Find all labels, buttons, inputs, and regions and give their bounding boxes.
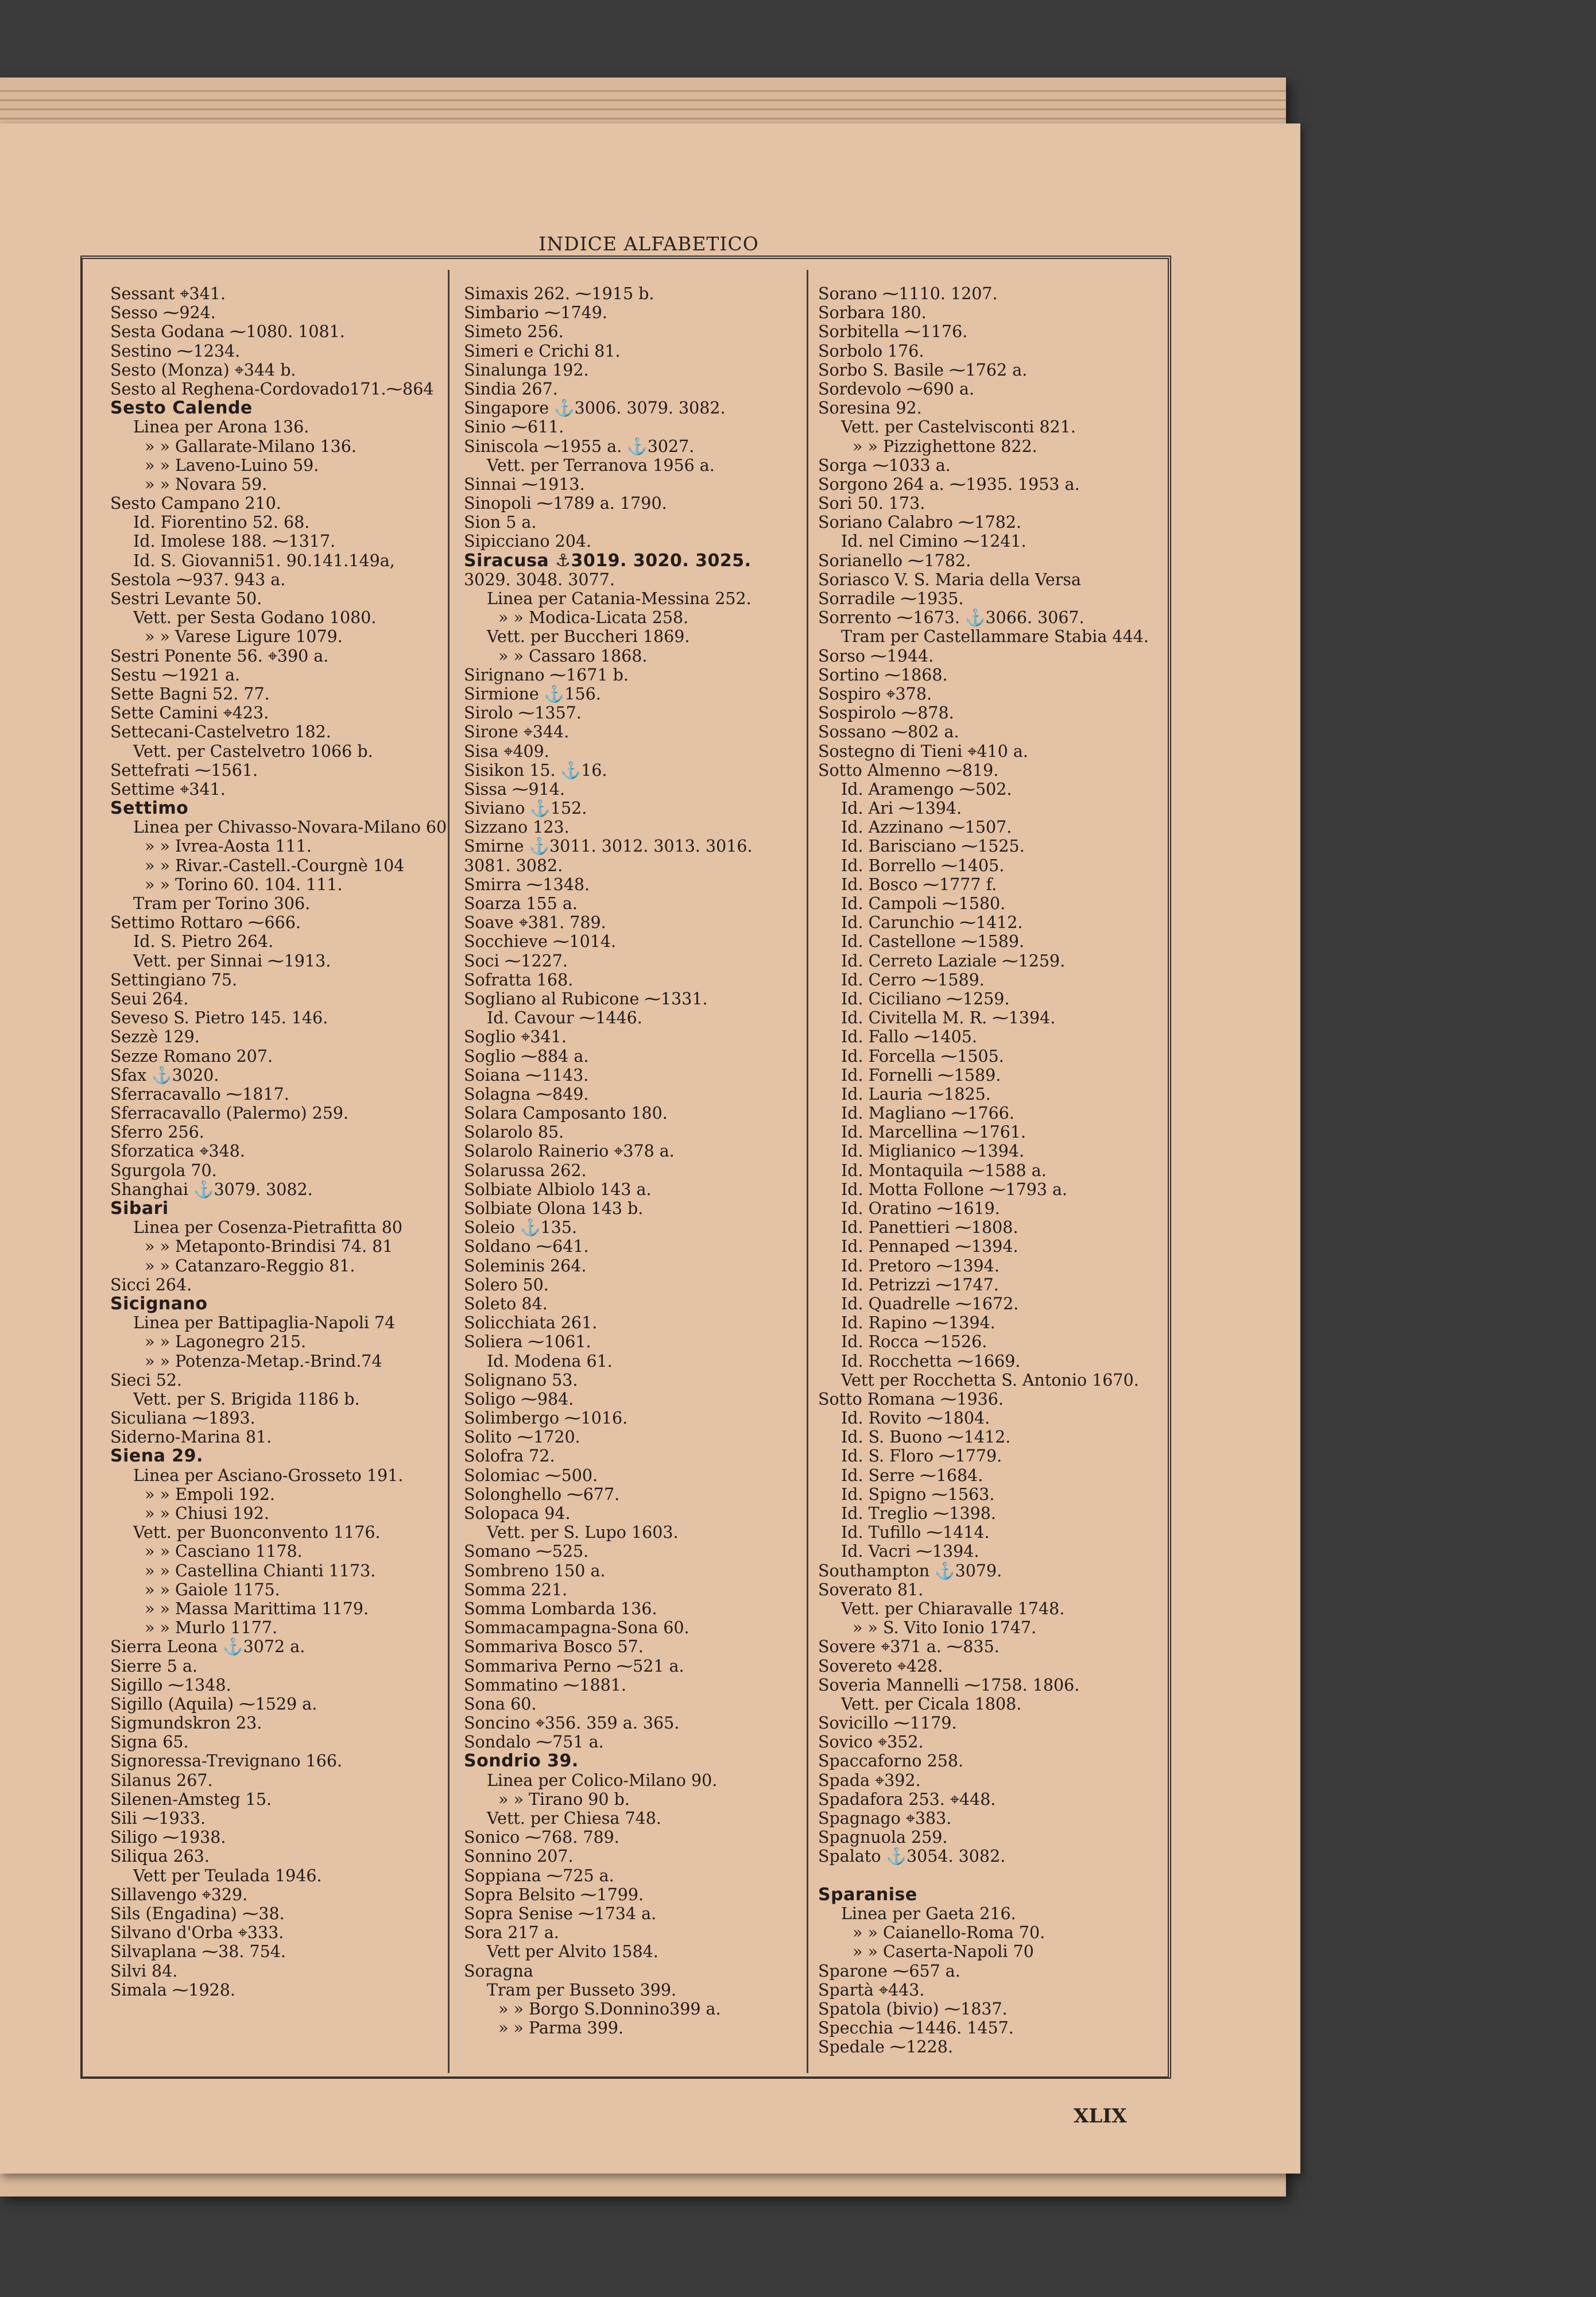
index-entry: Smirne ⚓3011. 3012. 3013. 3016. <box>464 837 753 856</box>
index-entry: Sesto al Reghena-Cordovado171.⁓864 <box>110 379 434 399</box>
index-entry: Sorbara 180. <box>818 303 927 323</box>
index-entry: » » S. Vito Ionio 1747. <box>853 1618 1037 1638</box>
index-entry: Sommatino ⁓1881. <box>464 1675 626 1695</box>
index-entry: Sestola ⁓937. 943 a. <box>110 570 286 589</box>
index-entry: Sondrio 39. <box>464 1751 579 1771</box>
index-entry: Seui 264. <box>110 989 189 1008</box>
index-entry: Id. S. Giovanni51. 90.141.149a, <box>133 551 395 570</box>
index-entry: Id. Aramengo ⁓502. <box>841 779 1012 799</box>
index-entry: Soriano Calabro ⁓1782. <box>818 513 1022 532</box>
index-entry: Sigillo ⁓1348. <box>110 1675 231 1695</box>
index-entry: Soglio ⌖341. <box>464 1027 567 1047</box>
index-entry: Smirra ⁓1348. <box>464 875 590 894</box>
index-entry: Sestu ⁓1921 a. <box>110 665 241 685</box>
index-entry: » » Cassaro 1868. <box>498 646 648 666</box>
index-column-1 <box>110 284 455 2000</box>
index-entry: Sovico ⌖352. <box>818 1733 924 1752</box>
index-entry: Silvi 84. <box>110 1961 178 1981</box>
index-entry: Solbiate Albiolo 143 a. <box>464 1180 652 1199</box>
index-entry: Sora 217 a. <box>464 1923 559 1943</box>
index-entry: Soveria Mannelli ⁓1758. 1806. <box>818 1675 1080 1695</box>
index-entry: » » Gallarate-Milano 136. <box>145 436 357 456</box>
index-entry: Id. S. Buono ⁓1412. <box>841 1428 1011 1447</box>
index-entry: Siniscola ⁓1955 a. ⚓3027. <box>464 436 695 456</box>
index-entry: Sipicciano 204. <box>464 532 592 551</box>
index-entry: » » Varese Ligure 1079. <box>145 627 343 647</box>
page-edge <box>0 100 1286 110</box>
index-entry: Sopra Senise ⁓1734 a. <box>464 1904 657 1923</box>
index-entry: Somma Lombarda 136. <box>464 1599 657 1618</box>
index-entry: Spedale ⁓1228. <box>818 2037 953 2057</box>
index-entry: Solofra 72. <box>464 1447 555 1466</box>
index-entry: Sestri Ponente 56. ⌖390 a. <box>110 646 329 666</box>
index-entry: Soncino ⌖356. 359 a. 365. <box>464 1714 680 1733</box>
index-entry: Linea per Chivasso-Novara-Milano 60 <box>133 818 447 837</box>
index-entry: » » Pizzighettone 822. <box>853 436 1037 456</box>
index-entry: Solagna ⁓849. <box>464 1084 589 1104</box>
index-entry: Solonghello ⁓677. <box>464 1484 620 1504</box>
index-entry: Linea per Colico-Milano 90. <box>487 1770 718 1790</box>
index-entry: Sezzè 129. <box>110 1027 200 1047</box>
index-entry: » » Borgo S.Donnino399 a. <box>498 1999 721 2018</box>
index-entry: Spadafora 253. ⌖448. <box>818 1789 996 1809</box>
index-entry: Siviano ⚓152. <box>464 799 587 818</box>
index-entry: Singapore ⚓3006. 3079. 3082. <box>464 399 726 418</box>
index-entry: Solimbergo ⁓1016. <box>464 1409 628 1428</box>
index-entry: Siracusa ⚓3019. 3020. 3025. <box>464 551 751 570</box>
index-entry: Sorano ⁓1110. 1207. <box>818 284 998 303</box>
index-entry: Id. Pennaped ⁓1394. <box>841 1237 1018 1256</box>
index-entry: Soci ⁓1227. <box>464 951 568 970</box>
index-entry: Spalato ⚓3054. 3082. <box>818 1847 1006 1866</box>
index-entry: Soligo ⁓984. <box>464 1389 574 1409</box>
index-entry: » » Caianello-Roma 70. <box>853 1923 1045 1943</box>
index-entry: Soleio ⚓135. <box>464 1218 577 1238</box>
index-entry: Id. Panettieri ⁓1808. <box>841 1218 1018 1238</box>
index-entry: Simbario ⁓1749. <box>464 303 607 323</box>
index-entry: Soglio ⁓884 a. <box>464 1046 589 1066</box>
index-entry: Sossano ⁓802 a. <box>818 722 959 742</box>
index-entry: Sestri Levante 50. <box>110 589 262 608</box>
index-entry: Siculiana ⁓1893. <box>110 1409 255 1428</box>
index-entry: Vett. per Cicala 1808. <box>841 1694 1022 1714</box>
index-entry: Settingiano 75. <box>110 970 238 989</box>
index-entry: Sesta Godana ⁓1080. 1081. <box>110 322 345 342</box>
index-entry: Solicchiata 261. <box>464 1313 598 1333</box>
index-entry: Sibari <box>110 1199 169 1219</box>
index-entry: Somano ⁓525. <box>464 1542 589 1561</box>
index-entry: 3081. 3082. <box>464 856 563 875</box>
index-entry: Id. Bosco ⁓1777 f. <box>841 875 997 894</box>
index-entry: Spada ⌖392. <box>818 1770 921 1790</box>
index-entry: Soriasco V. S. Maria della Versa <box>818 570 1081 589</box>
index-entry: Id. Montaquila ⁓1588 a. <box>841 1161 1047 1180</box>
index-entry: Spagnuola 259. <box>818 1828 948 1847</box>
index-entry: Sorbolo 176. <box>818 341 924 361</box>
index-entry: Soresina 92. <box>818 399 922 418</box>
index-entry: Sferracavallo (Palermo) 259. <box>110 1104 349 1123</box>
index-entry: Id. S. Pietro 264. <box>133 932 274 952</box>
index-entry: Sparone ⁓657 a. <box>818 1961 960 1981</box>
index-entry: Id. Fiorentino 52. 68. <box>133 513 310 532</box>
index-entry: » » Ivrea-Aosta 111. <box>145 837 312 856</box>
index-entry: Sferro 256. <box>110 1123 204 1142</box>
page-edge <box>0 82 1286 92</box>
index-entry: Sorga ⁓1033 a. <box>818 455 951 475</box>
index-entry: Sorgono 264 a. ⁓1935. 1953 a. <box>818 474 1080 494</box>
index-entry: Vett. per Sinnai ⁓1913. <box>133 951 331 970</box>
index-entry: Soppiana ⁓725 a. <box>464 1866 614 1885</box>
index-entry: Sorradile ⁓1935. <box>818 589 964 608</box>
index-entry: Siliqua 263. <box>110 1847 210 1866</box>
index-entry: Id. Miglianico ⁓1394. <box>841 1142 1025 1161</box>
index-entry <box>818 1866 1163 1885</box>
index-entry: Id. Magliano ⁓1766. <box>841 1104 1014 1123</box>
index-entry: Soleto 84. <box>464 1294 548 1313</box>
index-entry: Id. Oratino ⁓1619. <box>841 1199 1000 1218</box>
index-entry: Tram per Busseto 399. <box>487 1980 677 2000</box>
index-entry: Sotto Almenno ⁓819. <box>818 760 999 780</box>
index-entry: Vett per Rocchetta S. Antonio 1670. <box>841 1370 1139 1390</box>
index-entry: Sinalunga 192. <box>464 360 589 380</box>
index-entry: Sinnai ⁓1913. <box>464 474 585 494</box>
index-entry: Solito ⁓1720. <box>464 1428 580 1447</box>
index-entry: Silenen-Amsteg 15. <box>110 1789 272 1809</box>
page-header-title: INDICE ALFABETICO <box>539 233 759 255</box>
index-entry: Sospirolo ⁓878. <box>818 703 954 723</box>
index-entry: » » Torino 60. 104. 111. <box>145 875 343 894</box>
index-entry: Id. Vacri ⁓1394. <box>841 1542 979 1561</box>
page-edge <box>0 91 1286 101</box>
index-entry: Sombreno 150 a. <box>464 1561 606 1580</box>
index-entry: Sparanise <box>818 1885 917 1904</box>
index-entry: Sirone ⌖344. <box>464 722 570 742</box>
index-entry: Linea per Battipaglia-Napoli 74 <box>133 1313 396 1333</box>
index-entry: Linea per Gaeta 216. <box>841 1904 1016 1923</box>
index-entry: Sezze Romano 207. <box>110 1046 273 1066</box>
index-entry: Sesto (Monza) ⌖344 b. <box>110 360 296 380</box>
index-entry: Sissa ⁓914. <box>464 779 565 799</box>
index-entry: Sogliano al Rubicone ⁓1331. <box>464 989 708 1008</box>
index-entry: Vett. per Castelvetro 1066 b. <box>133 741 373 761</box>
index-entry: Seveso S. Pietro 145. 146. <box>110 1008 328 1028</box>
index-entry: Vett. per Terranova 1956 a. <box>487 455 715 475</box>
index-entry: Spagnago ⌖383. <box>818 1809 952 1828</box>
index-entry: » » Caserta-Napoli 70 <box>853 1942 1034 1962</box>
index-entry: Simeto 256. <box>464 322 564 342</box>
index-entry: Sette Camini ⌖423. <box>110 703 269 723</box>
index-entry: Id. Carunchio ⁓1412. <box>841 913 1023 933</box>
index-entry: Sion 5 a. <box>464 513 537 532</box>
index-entry: Siena 29. <box>110 1447 203 1466</box>
index-entry: Vett. per Castelvisconti 821. <box>841 417 1076 437</box>
index-entry: Spaccaforno 258. <box>818 1751 964 1771</box>
index-entry: Id. Lauria ⁓1825. <box>841 1084 991 1104</box>
index-entry: Vett. per Buonconvento 1176. <box>133 1523 381 1542</box>
index-entry: Solignano 53. <box>464 1370 578 1390</box>
index-entry: Id. Quadrelle ⁓1672. <box>841 1294 1019 1313</box>
index-entry: Silvano d'Orba ⌖333. <box>110 1923 284 1943</box>
index-entry: Settecani-Castelvetro 182. <box>110 722 331 742</box>
index-entry: Sierra Leona ⚓3072 a. <box>110 1637 305 1657</box>
index-entry: Settimo <box>110 799 189 818</box>
index-entry: Settefrati ⁓1561. <box>110 760 258 780</box>
index-entry: Tram per Castellammare Stabia 444. <box>841 627 1149 647</box>
index-entry: Simala ⁓1928. <box>110 1980 235 2000</box>
index-entry: » » Chiusi 192. <box>145 1504 269 1523</box>
index-entry: Solarussa 262. <box>464 1161 587 1180</box>
index-entry: Sorso ⁓1944. <box>818 646 934 666</box>
index-entry: Id. Civitella M. R. ⁓1394. <box>841 1008 1056 1028</box>
page-number: XLIX <box>1074 2105 1127 2128</box>
index-entry: » » Parma 399. <box>498 2018 624 2038</box>
index-entry: Sillavengo ⌖329. <box>110 1885 248 1904</box>
index-entry: Shanghai ⚓3079. 3082. <box>110 1180 313 1199</box>
index-entry: Soragna <box>464 1961 533 1981</box>
index-entry: Id. Modena 61. <box>487 1351 613 1371</box>
index-entry: Silvaplana ⁓38. 754. <box>110 1942 286 1962</box>
index-entry: Spatola (bivio) ⁓1837. <box>818 1999 1008 2018</box>
index-entry: Id. Pretoro ⁓1394. <box>841 1256 1000 1275</box>
index-entry: 3029. 3048. 3077. <box>464 570 615 589</box>
index-entry: Sferracavallo ⁓1817. <box>110 1084 289 1104</box>
index-entry: Sestino ⁓1234. <box>110 341 241 361</box>
index-entry: Sils (Engadina) ⁓38. <box>110 1904 285 1923</box>
index-entry: Id. Ari ⁓1394. <box>841 799 962 818</box>
index-entry: Vett. per S. Lupo 1603. <box>487 1523 679 1542</box>
index-entry: Id. Castellone ⁓1589. <box>841 932 1025 952</box>
index-entry: Id. Motta Follone ⁓1793 a. <box>841 1180 1068 1199</box>
index-entry: Id. Azzinano ⁓1507. <box>841 818 1012 837</box>
index-entry: Id. Barisciano ⁓1525. <box>841 837 1025 856</box>
index-entry: Sisa ⌖409. <box>464 741 549 761</box>
index-column-2 <box>464 284 808 2037</box>
index-entry: Vett. per Sesta Godano 1080. <box>133 608 377 628</box>
index-entry: Sirmione ⚓156. <box>464 684 601 703</box>
index-entry: Sommariva Perno ⁓521 a. <box>464 1656 684 1676</box>
index-entry: Vett. per Chiaravalle 1748. <box>841 1599 1065 1618</box>
index-entry: Vett per Teulada 1946. <box>133 1866 322 1885</box>
index-entry: Id. Serre ⁓1684. <box>841 1465 983 1485</box>
index-entry: Sofratta 168. <box>464 970 574 989</box>
index-column-3 <box>818 284 1163 2056</box>
index-entry: Sopra Belsito ⁓1799. <box>464 1885 644 1904</box>
index-entry: Sommariva Bosco 57. <box>464 1637 644 1657</box>
index-entry: Sovereto ⌖428. <box>818 1656 943 1676</box>
index-entry: Simeri e Crichi 81. <box>464 341 621 361</box>
index-entry: Signoressa-Trevignano 166. <box>110 1751 343 1771</box>
index-entry: Solbiate Olona 143 b. <box>464 1199 644 1218</box>
index-entry: Tram per Torino 306. <box>133 894 311 913</box>
index-entry: Sinopoli ⁓1789 a. 1790. <box>464 494 667 513</box>
index-entry: » » Laveno-Luino 59. <box>145 455 319 475</box>
index-entry: Sonico ⁓768. 789. <box>464 1828 619 1847</box>
index-entry: Sorianello ⁓1782. <box>818 551 971 570</box>
index-entry: Sorbo S. Basile ⁓1762 a. <box>818 360 1028 380</box>
index-entry: » » Catanzaro-Reggio 81. <box>145 1256 355 1275</box>
index-entry: Sotto Romana ⁓1936. <box>818 1389 1004 1409</box>
index-entry: Solopaca 94. <box>464 1504 571 1523</box>
index-entry: » » Tirano 90 b. <box>498 1789 630 1809</box>
index-entry: » » Massa Marittima 1179. <box>145 1599 369 1618</box>
index-entry: » » Casciano 1178. <box>145 1542 303 1561</box>
page-edge <box>0 110 1286 119</box>
index-entry: Sovere ⌖371 a. ⁓835. <box>818 1637 1000 1657</box>
index-entry: Id. Rocchetta ⁓1669. <box>841 1351 1021 1371</box>
index-entry: Id. Cerro ⁓1589. <box>841 970 985 989</box>
index-entry: » » Rivar.-Castell.-Courgnè 104 <box>145 856 405 875</box>
index-entry: Sierre 5 a. <box>110 1656 197 1676</box>
index-entry: Sonnino 207. <box>464 1847 574 1866</box>
index-entry: Id. Imolese 188. ⁓1317. <box>133 532 336 551</box>
index-entry: Settimo Rottaro ⁓666. <box>110 913 301 933</box>
index-entry: Id. Fallo ⁓1405. <box>841 1027 977 1047</box>
index-entry: Solarolo Rainerio ⌖378 a. <box>464 1142 675 1161</box>
index-entry: Sizzano 123. <box>464 818 570 837</box>
index-entry: Sisikon 15. ⚓16. <box>464 760 607 780</box>
index-entry: Sinio ⁓611. <box>464 417 564 437</box>
index-entry: Sieci 52. <box>110 1370 182 1390</box>
index-entry: Id. Forcella ⁓1505. <box>841 1046 1004 1066</box>
index-entry: Solero 50. <box>464 1275 549 1294</box>
index-entry: Soiana ⁓1143. <box>464 1065 589 1085</box>
index-entry: Id. Spigno ⁓1563. <box>841 1484 995 1504</box>
index-entry: Linea per Asciano-Grosseto 191. <box>133 1465 404 1485</box>
index-entry: Southampton ⚓3079. <box>818 1561 1002 1580</box>
index-entry: Id. Ciciliano ⁓1259. <box>841 989 1010 1008</box>
index-entry: Vett. per Chiesa 748. <box>487 1809 661 1828</box>
index-entry: Id. nel Cimino ⁓1241. <box>841 532 1026 551</box>
index-entry: Id. Rapino ⁓1394. <box>841 1313 995 1333</box>
index-entry: Simaxis 262. ⁓1915 b. <box>464 284 654 303</box>
index-entry: Signa 65. <box>110 1733 189 1752</box>
index-entry: » » Castellina Chianti 1173. <box>145 1561 376 1580</box>
index-entry: Sondalo ⁓751 a. <box>464 1733 604 1752</box>
index-entry: Id. Cerreto Laziale ⁓1259. <box>841 951 1066 970</box>
index-entry: Sorbitella ⁓1176. <box>818 322 968 342</box>
index-entry: Sessant ⌖341. <box>110 284 226 303</box>
index-entry: Id. Tufillo ⁓1414. <box>841 1523 990 1542</box>
index-entry: Id. Rocca ⁓1526. <box>841 1332 987 1352</box>
index-entry: » » Empoli 192. <box>145 1484 275 1504</box>
index-entry: Id. Fornelli ⁓1589. <box>841 1065 1001 1085</box>
index-entry: Soverato 81. <box>818 1580 924 1599</box>
index-entry: Sette Bagni 52. 77. <box>110 684 270 703</box>
index-entry: Sommacampagna-Sona 60. <box>464 1618 689 1638</box>
index-entry: Sili ⁓1933. <box>110 1809 206 1828</box>
index-entry: Somma 221. <box>464 1580 568 1599</box>
index-entry: Specchia ⁓1446. 1457. <box>818 2018 1014 2038</box>
index-entry: Vett per Alvito 1584. <box>487 1942 658 1962</box>
index-entry: Id. Campoli ⁓1580. <box>841 894 1006 913</box>
index-entry: Sorrento ⁓1673. ⚓3066. 3067. <box>818 608 1084 628</box>
index-entry: Soave ⌖381. 789. <box>464 913 606 933</box>
index-entry: Sirolo ⁓1357. <box>464 703 582 723</box>
index-entry: Soleminis 264. <box>464 1256 587 1275</box>
index-entry: Solarolo 85. <box>464 1123 564 1142</box>
index-entry: Soliera ⁓1061. <box>464 1332 591 1352</box>
index-entry: Socchieve ⁓1014. <box>464 932 617 952</box>
index-entry: Silanus 267. <box>110 1770 213 1790</box>
index-entry: » » Modica-Licata 258. <box>498 608 689 628</box>
index-entry: Sovicillo ⁓1179. <box>818 1714 957 1733</box>
index-entry: Sindia 267. <box>464 379 558 399</box>
index-entry: » » Gaiole 1175. <box>145 1580 280 1599</box>
index-entry: Linea per Arona 136. <box>133 417 309 437</box>
index-entry: Solara Camposanto 180. <box>464 1104 668 1123</box>
index-entry: Sfax ⚓3020. <box>110 1065 219 1085</box>
index-entry: Sesto Calende <box>110 399 253 418</box>
index-entry: » » Murlo 1177. <box>145 1618 278 1638</box>
index-entry: Id. Petrizzi ⁓1747. <box>841 1275 999 1294</box>
index-entry: Sordevolo ⁓690 a. <box>818 379 975 399</box>
index-entry: Sori 50. 173. <box>818 494 925 513</box>
index-entry: Sospiro ⌖378. <box>818 684 932 703</box>
index-entry: Sigmundskron 23. <box>110 1714 262 1733</box>
index-entry: Sforzatica ⌖348. <box>110 1142 245 1161</box>
index-entry: Id. Borrello ⁓1405. <box>841 856 1005 875</box>
index-entry: Id. S. Floro ⁓1779. <box>841 1447 1002 1466</box>
index-entry: Sicci 264. <box>110 1275 192 1294</box>
index-entry: Sgurgola 70. <box>110 1161 217 1180</box>
index-entry: Vett. per Buccheri 1869. <box>487 627 690 647</box>
index-entry: » » Potenza-Metap.-Brind.74 <box>145 1351 382 1371</box>
index-entry: Sesso ⁓924. <box>110 303 216 323</box>
index-entry: Solomiac ⁓500. <box>464 1465 598 1485</box>
index-entry: Siligo ⁓1938. <box>110 1828 226 1847</box>
index-entry: Id. Cavour ⁓1446. <box>487 1008 642 1028</box>
index-entry: Linea per Catania-Messina 252. <box>487 589 751 608</box>
index-entry: » » Metaponto-Brindisi 74. 81 <box>145 1237 393 1256</box>
index-entry: Sostegno di Tieni ⌖410 a. <box>818 741 1028 761</box>
index-entry: » » Lagonegro 215. <box>145 1332 307 1352</box>
index-entry: Sortino ⁓1868. <box>818 665 948 685</box>
index-entry: Soarza 155 a. <box>464 894 578 913</box>
index-entry: Sesto Campano 210. <box>110 494 281 513</box>
index-entry: Linea per Cosenza-Pietrafitta 80 <box>133 1218 403 1238</box>
index-entry: Sirignano ⁓1671 b. <box>464 665 629 685</box>
index-entry: Id. Treglio ⁓1398. <box>841 1504 996 1523</box>
index-entry: Id. Marcellina ⁓1761. <box>841 1123 1026 1142</box>
index-entry: Sona 60. <box>464 1694 537 1714</box>
index-entry: Sicignano <box>110 1294 208 1314</box>
index-entry: Spartà ⌖443. <box>818 1980 925 2000</box>
index-entry: Vett. per S. Brigida 1186 b. <box>133 1389 360 1409</box>
index-entry: Id. Rovito ⁓1804. <box>841 1409 990 1428</box>
index-entry: Sigillo (Aquila) ⁓1529 a. <box>110 1694 317 1714</box>
index-entry: Soldano ⁓641. <box>464 1237 589 1256</box>
index-entry: » » Novara 59. <box>145 474 268 494</box>
index-entry: Siderno-Marina 81. <box>110 1428 272 1447</box>
index-entry: Settime ⌖341. <box>110 779 226 799</box>
